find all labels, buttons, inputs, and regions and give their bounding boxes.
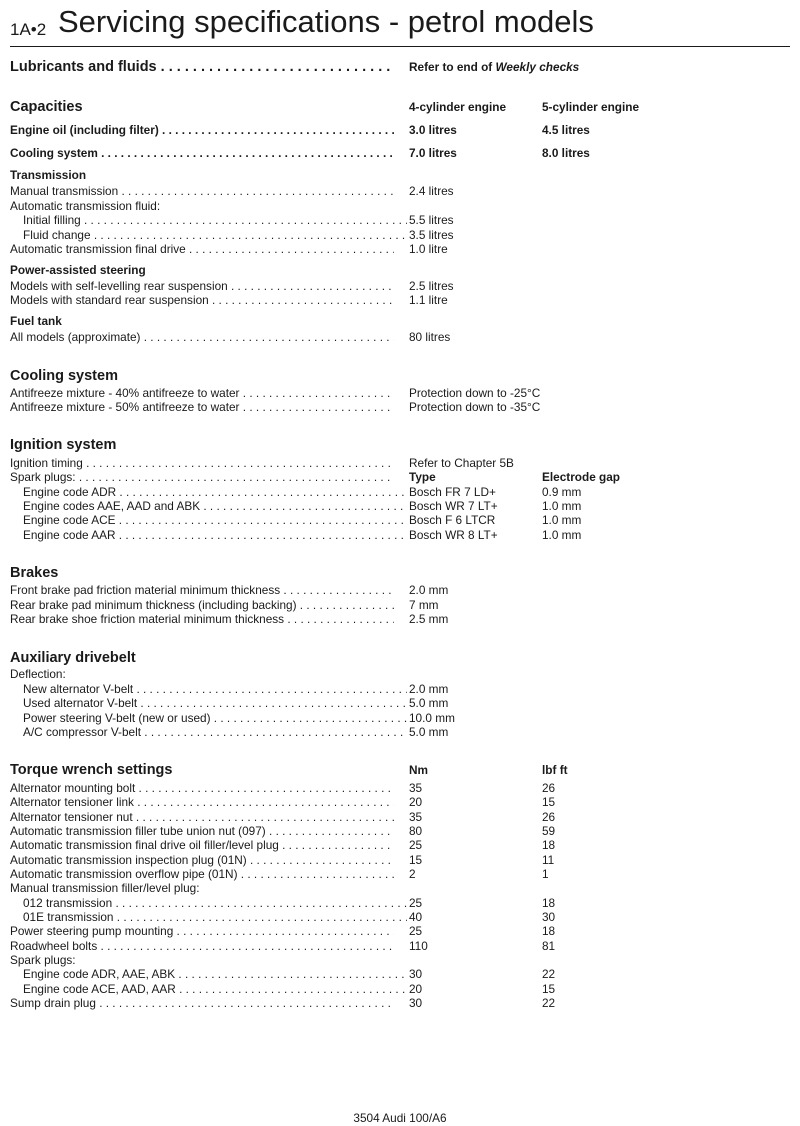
spec-value-text: 20 bbox=[409, 795, 423, 809]
spec-value-text: 2.5 mm bbox=[409, 612, 449, 626]
spec-value bbox=[409, 810, 422, 824]
spec-value-text: 110 bbox=[409, 939, 428, 953]
spec-row bbox=[10, 939, 790, 953]
spec-row bbox=[10, 810, 790, 824]
spec-value-secondary: 4.5 litres bbox=[542, 123, 590, 137]
spec-value-text: 5.5 litres bbox=[409, 213, 454, 227]
spec-value-text: 25 bbox=[409, 838, 423, 852]
spec-label: Engine code ADR . . . bbox=[10, 485, 407, 499]
spec-value bbox=[409, 867, 416, 881]
spec-label: New alternator V-belt . . . bbox=[10, 682, 407, 696]
spec-value-text: Bosch FR 7 LD+ bbox=[409, 485, 496, 499]
spec-row bbox=[10, 485, 790, 499]
spec-label: Cooling system bbox=[10, 368, 118, 384]
spec-value bbox=[409, 910, 422, 924]
spec-value-text: 5.0 mm bbox=[409, 725, 449, 739]
spec-value bbox=[409, 400, 540, 414]
spec-value-secondary: 18 bbox=[542, 838, 556, 852]
spec-value-secondary: 59 bbox=[542, 824, 556, 838]
spec-value-text: Bosch F 6 LTCR bbox=[409, 513, 496, 527]
section-heading bbox=[10, 99, 790, 116]
spec-value-secondary: 22 bbox=[542, 967, 556, 981]
spec-value-secondary: lbf ft bbox=[542, 763, 568, 777]
spec-label: Alternator tensioner nut . . . bbox=[10, 810, 394, 824]
spec-label: Manual transmission . . . bbox=[10, 184, 394, 198]
spec-label: Power steering pump mounting . . . bbox=[10, 924, 394, 938]
spec-value bbox=[409, 696, 448, 710]
spec-label: Engine code AAR . . . bbox=[10, 528, 407, 542]
spec-value-text: 25 bbox=[409, 924, 423, 938]
subsection-heading bbox=[10, 123, 790, 137]
spec-row bbox=[10, 881, 790, 895]
spec-value-text: Refer to Chapter 5B bbox=[409, 456, 514, 470]
spec-value-text: 80 litres bbox=[409, 330, 451, 344]
spec-value-secondary: 22 bbox=[542, 996, 556, 1010]
spec-row bbox=[10, 867, 790, 881]
spec-value bbox=[409, 456, 514, 470]
spec-value-text: 2.4 litres bbox=[409, 184, 454, 198]
spec-label: Ignition system bbox=[10, 437, 117, 453]
spec-value bbox=[409, 528, 498, 542]
spec-value-secondary: 30 bbox=[542, 910, 556, 924]
spec-value-text: 25 bbox=[409, 896, 423, 910]
spec-label: Transmission bbox=[10, 168, 87, 182]
spec-row bbox=[10, 982, 790, 996]
spec-row bbox=[10, 781, 790, 795]
spec-value bbox=[409, 293, 448, 307]
spec-label: Automatic transmission inspection plug (01N) . . . bbox=[10, 853, 394, 867]
spec-label: Torque wrench settings bbox=[10, 762, 173, 778]
spec-label: 012 transmission . . . bbox=[10, 896, 407, 910]
page-number: 1A•2 bbox=[10, 20, 47, 39]
spec-value-text: 40 bbox=[409, 910, 423, 924]
spec-value bbox=[409, 982, 422, 996]
spec-value-text: 2.0 mm bbox=[409, 682, 449, 696]
spec-value-text: 35 bbox=[409, 781, 423, 795]
spec-row bbox=[10, 667, 790, 681]
spec-value-emphasis: Weekly checks bbox=[495, 60, 580, 74]
spec-value bbox=[409, 838, 422, 852]
spec-label: Models with standard rear suspension . . . bbox=[10, 293, 394, 307]
spec-value-secondary: 81 bbox=[542, 939, 556, 953]
spec-value-text: Refer to end of bbox=[409, 60, 496, 74]
spec-value bbox=[409, 762, 428, 779]
spec-value-text: 2.5 litres bbox=[409, 279, 454, 293]
spec-label: Alternator mounting bolt . . . bbox=[10, 781, 394, 795]
spec-row bbox=[10, 199, 790, 213]
spec-label: Roadwheel bolts . . . bbox=[10, 939, 394, 953]
spec-value bbox=[409, 146, 457, 160]
spec-label: Antifreeze mixture - 50% antifreeze to water . . . bbox=[10, 400, 394, 414]
section-heading bbox=[10, 59, 790, 76]
subsection-heading bbox=[10, 263, 790, 277]
spec-label: Automatic transmission fluid: bbox=[10, 199, 161, 213]
spec-value bbox=[409, 711, 455, 725]
spec-row bbox=[10, 583, 790, 597]
spec-value-text: Nm bbox=[409, 763, 429, 777]
spec-value-text: 7 mm bbox=[409, 598, 439, 612]
spec-row bbox=[10, 470, 790, 484]
spec-value-secondary: 18 bbox=[542, 896, 556, 910]
spec-value bbox=[409, 228, 454, 242]
spec-value-secondary: 8.0 litres bbox=[542, 146, 590, 160]
spec-label: Manual transmission filler/level plug: bbox=[10, 881, 200, 895]
spec-label: Brakes bbox=[10, 565, 59, 581]
spec-value bbox=[409, 330, 450, 344]
spec-value bbox=[409, 853, 422, 867]
spec-value bbox=[409, 896, 422, 910]
spec-value bbox=[409, 682, 448, 696]
spec-value bbox=[409, 513, 495, 527]
spec-value-secondary: 11 bbox=[542, 853, 555, 867]
spec-label: Antifreeze mixture - 40% antifreeze to water . . . bbox=[10, 386, 394, 400]
spec-value bbox=[409, 499, 498, 513]
spec-row bbox=[10, 184, 790, 198]
subsection-heading bbox=[10, 168, 790, 182]
spec-label: Power steering V-belt (new or used) . . . bbox=[10, 711, 407, 725]
spec-label: Sump drain plug . . . bbox=[10, 996, 394, 1010]
spec-row bbox=[10, 711, 790, 725]
spec-label: Automatic transmission overflow pipe (01N) . . . bbox=[10, 867, 394, 881]
spec-value-text: 30 bbox=[409, 996, 423, 1010]
spec-value-text: 7.0 litres bbox=[409, 146, 457, 160]
spec-value-text: 2.0 mm bbox=[409, 583, 449, 597]
spec-value-secondary: 26 bbox=[542, 781, 556, 795]
page-header bbox=[10, 4, 790, 47]
spec-label: Engine oil (including filter) . . . bbox=[10, 123, 394, 137]
spec-value-secondary: 1.0 mm bbox=[542, 499, 582, 513]
spec-value-text: 15 bbox=[409, 853, 423, 867]
spec-value-text: Bosch WR 7 LT+ bbox=[409, 499, 498, 513]
spec-value-text: 1.1 litre bbox=[409, 293, 448, 307]
spec-label: Fluid change . . . bbox=[10, 228, 407, 242]
subsection-heading bbox=[10, 146, 790, 160]
spec-value-secondary: 1 bbox=[542, 867, 549, 881]
spec-value bbox=[409, 99, 506, 116]
spec-row bbox=[10, 228, 790, 242]
spec-row bbox=[10, 696, 790, 710]
spec-row bbox=[10, 293, 790, 307]
spec-label: Cooling system . . . bbox=[10, 146, 394, 160]
spec-value bbox=[409, 939, 428, 953]
section-heading bbox=[10, 437, 790, 454]
section-heading bbox=[10, 368, 790, 385]
spec-value-text: 5.0 mm bbox=[409, 696, 449, 710]
spec-value-text: Protection down to -25°C bbox=[409, 386, 541, 400]
spec-value-text: Bosch WR 8 LT+ bbox=[409, 528, 498, 542]
spec-value-text: 30 bbox=[409, 967, 423, 981]
spec-value-secondary: 1.0 mm bbox=[542, 513, 582, 527]
spec-row bbox=[10, 242, 790, 256]
spec-value-secondary: 0.9 mm bbox=[542, 485, 582, 499]
spec-row bbox=[10, 838, 790, 852]
spec-row bbox=[10, 612, 790, 626]
spec-value-secondary: 5-cylinder engine bbox=[542, 100, 640, 114]
spec-label: Models with self-levelling rear suspension . . . bbox=[10, 279, 394, 293]
spec-value bbox=[409, 485, 496, 499]
spec-value-text: 3.5 litres bbox=[409, 228, 454, 242]
spec-label: 01E transmission . . . bbox=[10, 910, 407, 924]
spec-row bbox=[10, 967, 790, 981]
spec-value-text: 20 bbox=[409, 982, 423, 996]
spec-value-text: 35 bbox=[409, 810, 423, 824]
spec-row bbox=[10, 682, 790, 696]
spec-label: Rear brake shoe friction material minimum thickness . . . bbox=[10, 612, 394, 626]
spec-row bbox=[10, 499, 790, 513]
spec-value bbox=[409, 386, 540, 400]
spec-value-secondary: 18 bbox=[542, 924, 556, 938]
spec-row bbox=[10, 386, 790, 400]
spec-value bbox=[409, 279, 454, 293]
spec-row bbox=[10, 996, 790, 1010]
spec-label: Front brake pad friction material minimum thickness . . . bbox=[10, 583, 394, 597]
spec-value-text: 2 bbox=[409, 867, 416, 881]
spec-row bbox=[10, 400, 790, 414]
spec-value bbox=[409, 612, 448, 626]
spec-label: Engine code ACE, AAD, AAR . . . bbox=[10, 982, 407, 996]
spec-value-secondary: 26 bbox=[542, 810, 556, 824]
spec-label: Lubricants and fluids . . . bbox=[10, 59, 394, 76]
spec-row bbox=[10, 824, 790, 838]
spec-value-secondary: 1.0 mm bbox=[542, 528, 582, 542]
spec-row bbox=[10, 725, 790, 739]
spec-value-text: 80 bbox=[409, 824, 423, 838]
spec-value bbox=[409, 598, 439, 612]
spec-row bbox=[10, 924, 790, 938]
spec-label: Automatic transmission filler tube union nut (097) . . . bbox=[10, 824, 394, 838]
spec-value-secondary: 15 bbox=[542, 982, 556, 996]
spec-value-secondary: Electrode gap bbox=[542, 470, 621, 484]
spec-label: Alternator tensioner link . . . bbox=[10, 795, 394, 809]
spec-label: Engine code ACE . . . bbox=[10, 513, 407, 527]
spec-label: All models (approximate) . . . bbox=[10, 330, 394, 344]
section-heading bbox=[10, 762, 790, 779]
spec-value bbox=[409, 184, 454, 198]
spec-value bbox=[409, 59, 579, 76]
spec-value-text: 3.0 litres bbox=[409, 123, 457, 137]
spec-label: Power-assisted steering bbox=[10, 263, 146, 277]
section-heading bbox=[10, 650, 790, 667]
spec-value bbox=[409, 213, 454, 227]
spec-value bbox=[409, 725, 448, 739]
spec-row bbox=[10, 513, 790, 527]
spec-value bbox=[409, 470, 436, 484]
spec-row bbox=[10, 953, 790, 967]
spec-value bbox=[409, 123, 457, 137]
spec-value bbox=[409, 967, 422, 981]
spec-row bbox=[10, 330, 790, 344]
spec-value bbox=[409, 996, 422, 1010]
section-heading bbox=[10, 565, 790, 582]
spec-row bbox=[10, 896, 790, 910]
spec-value-text: 1.0 litre bbox=[409, 242, 448, 256]
spec-label: Deflection: bbox=[10, 667, 66, 681]
spec-value-text: 10.0 mm bbox=[409, 711, 455, 725]
spec-value bbox=[409, 924, 422, 938]
spec-label: Engine codes AAE, AAD and ABK . . . bbox=[10, 499, 407, 513]
spec-value bbox=[409, 795, 422, 809]
spec-label: Capacities bbox=[10, 99, 83, 115]
spec-value bbox=[409, 781, 422, 795]
spec-row bbox=[10, 910, 790, 924]
spec-label: Initial filling . . . bbox=[10, 213, 407, 227]
page-title: Servicing specifications - petrol models bbox=[58, 4, 594, 39]
spec-value-text: Type bbox=[409, 470, 436, 484]
spec-row bbox=[10, 853, 790, 867]
page-footer: 3504 Audi 100/A6 bbox=[353, 1111, 447, 1125]
spec-label: Used alternator V-belt . . . bbox=[10, 696, 407, 710]
spec-row bbox=[10, 598, 790, 612]
subsection-heading bbox=[10, 314, 790, 328]
spec-label: Engine code ADR, AAE, ABK . . . bbox=[10, 967, 407, 981]
spec-label: Spark plugs: . . . bbox=[10, 470, 394, 484]
spec-label: Auxiliary drivebelt bbox=[10, 650, 136, 666]
spec-value-text: Protection down to -35°C bbox=[409, 400, 541, 414]
spec-label: A/C compressor V-belt . . . bbox=[10, 725, 407, 739]
spec-label: Rear brake pad minimum thickness (including backing) . . . bbox=[10, 598, 394, 612]
spec-row bbox=[10, 279, 790, 293]
spec-row bbox=[10, 528, 790, 542]
spec-label: Ignition timing . . . bbox=[10, 456, 394, 470]
spec-row bbox=[10, 795, 790, 809]
spec-row bbox=[10, 456, 790, 470]
spec-value bbox=[409, 583, 448, 597]
spec-row bbox=[10, 213, 790, 227]
spec-value-text: 4-cylinder engine bbox=[409, 100, 507, 114]
spec-label: Automatic transmission final drive oil filler/level plug . . . bbox=[10, 838, 394, 852]
spec-value bbox=[409, 242, 448, 256]
spec-value-secondary: 15 bbox=[542, 795, 556, 809]
spec-label: Automatic transmission final drive . . . bbox=[10, 242, 394, 256]
spec-value bbox=[409, 824, 422, 838]
spec-label: Fuel tank bbox=[10, 314, 62, 328]
spec-label: Spark plugs: bbox=[10, 953, 76, 967]
